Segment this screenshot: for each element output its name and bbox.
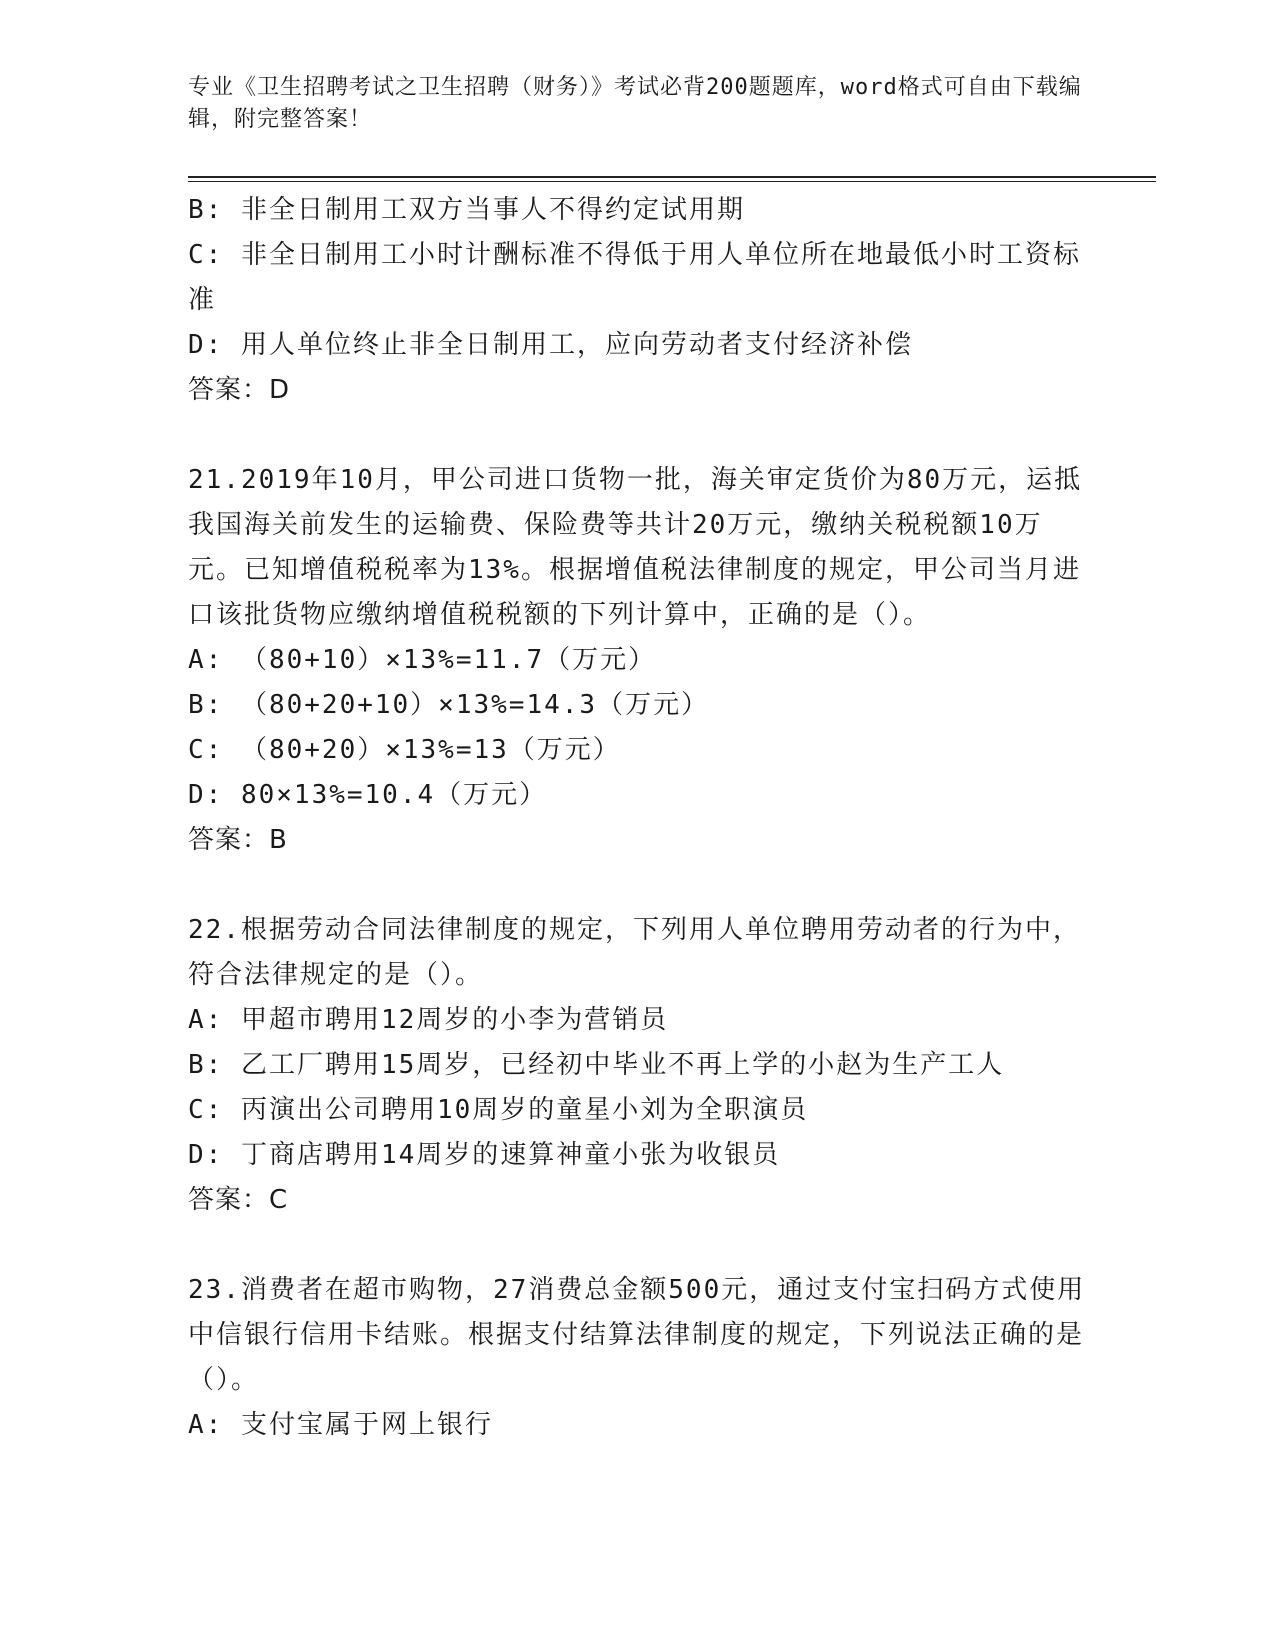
spacer: [188, 413, 1088, 458]
question-22: [188, 908, 1088, 1223]
option-d: D: 丁商店聘用14周岁的速算神童小张为收银员: [188, 1140, 781, 1170]
question-23: [188, 1268, 1088, 1448]
option-c: C: （80+20）×13%=13（万元）: [188, 735, 621, 765]
option-d: D: 用人单位终止非全日制用工，应向劳动者支付经济补偿: [188, 330, 913, 360]
spacer: [188, 863, 1088, 908]
answer: 答案：D: [188, 375, 291, 405]
answer: 答案：B: [188, 825, 288, 855]
question-20-tail: [188, 188, 1088, 413]
header-divider-thick: [188, 176, 1156, 178]
option-b: B: 非全日制用工双方当事人不得约定试用期: [188, 195, 745, 225]
question-list: [188, 188, 1088, 1448]
answer: 答案：C: [188, 1185, 289, 1215]
option-b: B: 乙工厂聘用15周岁，已经初中毕业不再上学的小赵为生产工人: [188, 1050, 1005, 1080]
option-a: A: 甲超市聘用12周岁的小李为营销员: [188, 1005, 669, 1035]
option-d: D: 80×13%=10.4（万元）: [188, 780, 548, 810]
question-21: [188, 458, 1088, 863]
header-divider-thin: [188, 181, 1156, 182]
document-header: 专业《卫生招聘考试之卫生招聘（财务）》考试必背200题题库，word格式可自由下载编辑，附完整答案！: [188, 75, 1082, 132]
option-a: A: 支付宝属于网上银行: [188, 1410, 493, 1440]
option-c: C: 非全日制用工小时计酬标准不得低于用人单位所在地最低小时工资标准: [188, 240, 1081, 315]
option-c: C: 丙演出公司聘用10周岁的童星小刘为全职演员: [188, 1095, 809, 1125]
option-b: B: （80+20+10）×13%=14.3（万元）: [188, 690, 710, 720]
question-stem: 23.消费者在超市购物，27消费总金额500元，通过支付宝扫码方式使用中信银行信用卡结账。根据支付结算法律制度的规定，下列说法正确的是（）。: [188, 1275, 1086, 1395]
question-stem: 22.根据劳动合同法律制度的规定，下列用人单位聘用劳动者的行为中，符合法律规定的是（）。: [188, 915, 1081, 990]
question-stem: 21.2019年10月，甲公司进口货物一批，海关审定货价为80万元，运抵我国海关前发生的运输费、保险费等共计20万元，缴纳关税税额10万元。已知增值税税率为13%。根据增值税法律制度的规定，甲公司当月进口该批货物应缴纳增值税税额的下列计算中，正确的是（）。: [188, 465, 1083, 630]
spacer: [188, 1223, 1088, 1268]
option-a: A: （80+10）×13%=11.7（万元）: [188, 645, 657, 675]
